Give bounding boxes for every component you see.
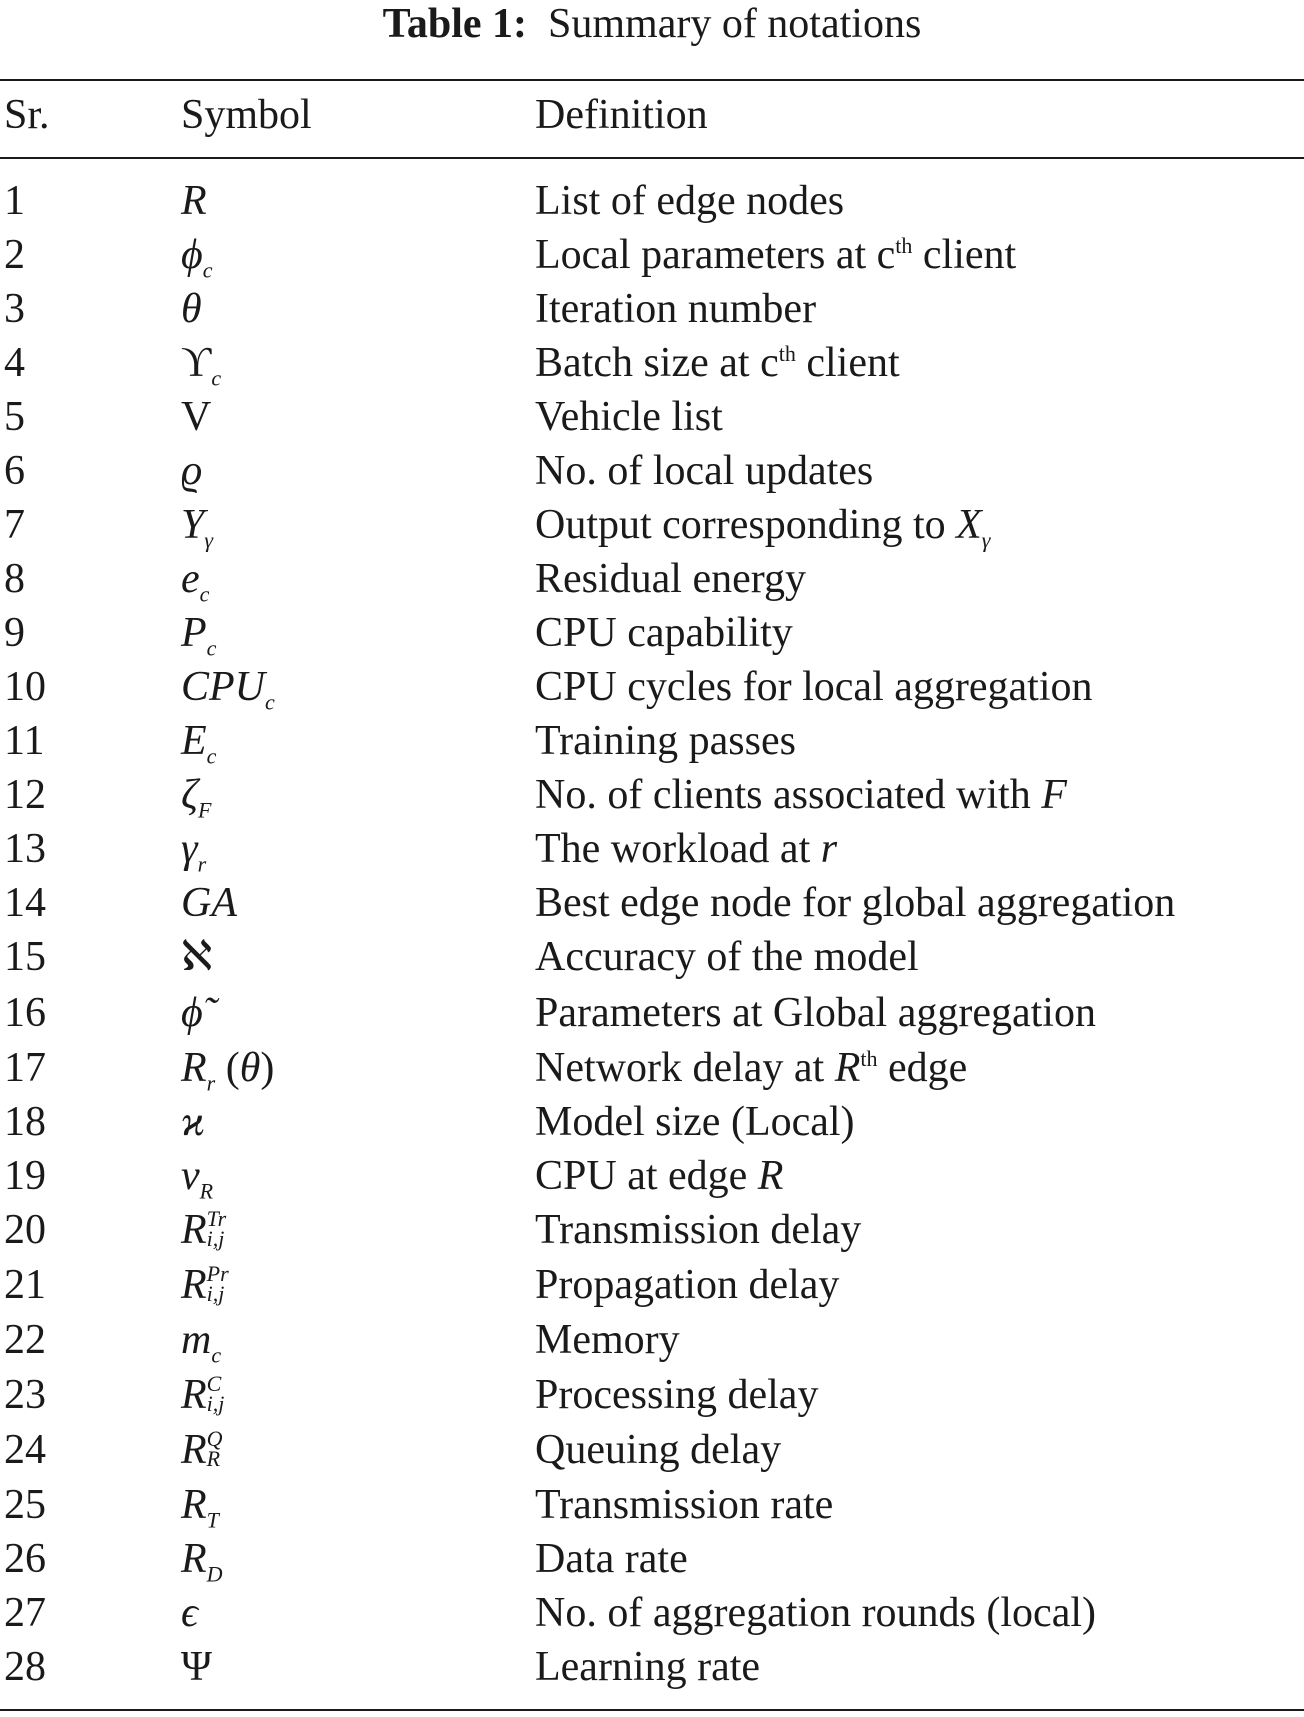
definition-cell: Accuracy of the model — [535, 934, 919, 980]
symbol-cell: ϵ — [181, 1590, 198, 1636]
definition-cell: CPU cycles for local aggregation — [535, 664, 1093, 710]
definition-cell: Residual energy — [535, 556, 806, 602]
sr-cell: 14 — [4, 880, 46, 926]
table-row — [0, 1258, 1304, 1312]
symbol-cell: R Pr i,j — [181, 1261, 229, 1308]
definition-cell: CPU at edge R — [535, 1153, 784, 1199]
definition-cell: Transmission rate — [535, 1482, 834, 1528]
symbol-cell: $\phi_c$ — [181, 232, 213, 283]
symbol-cell: $Y_\gamma$ — [181, 502, 214, 553]
sr-cell: 5 — [4, 394, 25, 440]
definition-cell: Network delay at $R^{th}$ edge — [535, 1045, 968, 1091]
definition-cell: List of edge nodes — [535, 178, 845, 224]
header-definition: Definition — [535, 92, 708, 138]
sr-cell: 2 — [4, 232, 25, 278]
top-rule — [0, 79, 1304, 81]
symbol-cell: $P_c$ — [181, 610, 217, 661]
sr-cell: 22 — [4, 1317, 46, 1363]
definition-cell: Processing delay — [535, 1372, 819, 1418]
bottom-rule — [0, 1709, 1304, 1711]
definition-cell: Queuing delay — [535, 1427, 782, 1473]
symbol-cell: $R_r$ (θ) — [181, 1045, 275, 1096]
definition-cell: Transmission delay — [535, 1207, 862, 1253]
sr-cell: 23 — [4, 1372, 46, 1418]
definition-cell: Training passes — [535, 718, 796, 764]
definition-cell: Best edge node for global aggregation — [535, 880, 1176, 926]
sr-cell: 16 — [4, 990, 46, 1036]
table-row — [0, 336, 1304, 390]
sr-cell: 1 — [4, 178, 25, 224]
table-row — [0, 1149, 1304, 1203]
header-sr: Sr. — [4, 92, 50, 138]
definition-cell: No. of local updates — [535, 448, 874, 494]
definition-cell: Propagation delay — [535, 1262, 840, 1308]
symbol-cell: ϰ — [181, 1099, 205, 1145]
sr-cell: 6 — [4, 448, 25, 494]
table-row — [0, 606, 1304, 660]
table-row — [0, 228, 1304, 282]
symbol-cell: V — [181, 394, 212, 440]
sr-cell: 20 — [4, 1207, 46, 1253]
symbol-cell: $m_c$ — [181, 1317, 222, 1368]
definition-cell: CPU capability — [535, 610, 793, 656]
table-row — [0, 552, 1304, 606]
definition-cell: Parameters at Global aggregation — [535, 990, 1096, 1036]
header-rule — [0, 157, 1304, 159]
table-caption — [0, 0, 1304, 58]
definition-cell: The workload at r — [535, 826, 838, 872]
definition-cell: No. of aggregation rounds (local) — [535, 1590, 1096, 1636]
table-row — [0, 876, 1304, 930]
sr-cell: 12 — [4, 772, 46, 818]
table-row — [0, 1586, 1304, 1640]
table-row — [0, 1095, 1304, 1149]
symbol-cell: R Tr i,j — [181, 1206, 227, 1253]
table-caption-label: Table 1: — [382, 1, 527, 47]
table-row — [0, 822, 1304, 876]
symbol-cell: $\nu_R$ — [181, 1153, 214, 1204]
sr-cell: 13 — [4, 826, 46, 872]
table-caption-text: Summary of notations — [548, 1, 922, 47]
definition-cell: Batch size at $c^{th}$ client — [535, 340, 900, 386]
table-row — [0, 986, 1304, 1040]
table-row — [0, 282, 1304, 336]
table-row — [0, 1313, 1304, 1367]
header-symbol: Symbol — [181, 92, 312, 138]
definition-cell: Model size (Local) — [535, 1099, 855, 1145]
table-row — [0, 498, 1304, 552]
symbol-cell: ϕ̃ — [181, 990, 203, 1036]
table-row — [0, 1478, 1304, 1532]
sr-cell: 10 — [4, 664, 46, 710]
table-row — [0, 390, 1304, 444]
table-row — [0, 1203, 1304, 1257]
symbol-cell: $R_T$ — [181, 1482, 219, 1533]
table-row — [0, 660, 1304, 714]
sr-cell: 27 — [4, 1590, 46, 1636]
table-row — [0, 1368, 1304, 1422]
symbol-cell: $e_c$ — [181, 556, 210, 607]
table-row — [0, 1041, 1304, 1095]
sr-cell: 4 — [4, 340, 25, 386]
symbol-cell: $ϒ_c$ — [181, 340, 222, 391]
sr-cell: 26 — [4, 1536, 46, 1582]
table-row — [0, 930, 1304, 984]
symbol-cell: GA — [181, 880, 237, 926]
sr-cell: 7 — [4, 502, 25, 548]
symbol-cell: $\zeta_F$ — [181, 772, 212, 823]
symbol-cell: R — [181, 178, 207, 224]
definition-cell: Local parameters at $c^{th}$ client — [535, 232, 1017, 278]
symbol-cell: ϱ — [181, 448, 203, 494]
definition-cell: Output corresponding to $X_\gamma$ — [535, 502, 991, 553]
sr-cell: 21 — [4, 1262, 46, 1308]
sr-cell: 9 — [4, 610, 25, 656]
sr-cell: 28 — [4, 1644, 46, 1690]
sr-cell: 8 — [4, 556, 25, 602]
symbol-cell: $E_c$ — [181, 718, 217, 769]
symbol-cell: $CPU_c$ — [181, 664, 275, 715]
definition-cell: Learning rate — [535, 1644, 761, 1690]
definition-cell: Iteration number — [535, 286, 817, 332]
symbol-cell: ℵ — [181, 934, 213, 980]
sr-cell: 19 — [4, 1153, 46, 1199]
symbol-cell: R C i,j — [181, 1371, 225, 1418]
definition-cell: Data rate — [535, 1536, 688, 1582]
table-row — [0, 444, 1304, 498]
definition-cell: Memory — [535, 1317, 680, 1363]
symbol-cell: R Q R — [181, 1426, 223, 1473]
table-row — [0, 1423, 1304, 1477]
symbol-cell: $R_D$ — [181, 1536, 223, 1587]
sr-cell: 3 — [4, 286, 25, 332]
table-row — [0, 174, 1304, 228]
symbol-cell: $\gamma_r$ — [181, 826, 207, 877]
sr-cell: 18 — [4, 1099, 46, 1145]
table-row — [0, 714, 1304, 768]
table-row — [0, 1532, 1304, 1586]
sr-cell: 24 — [4, 1427, 46, 1473]
definition-cell: Vehicle list — [535, 394, 723, 440]
symbol-cell: θ — [181, 286, 202, 332]
sr-cell: 17 — [4, 1045, 46, 1091]
table-row — [0, 768, 1304, 822]
symbol-cell: Ψ — [181, 1644, 212, 1690]
sr-cell: 11 — [4, 718, 45, 764]
sr-cell: 15 — [4, 934, 46, 980]
table-row — [0, 1640, 1304, 1694]
sr-cell: 25 — [4, 1482, 46, 1528]
definition-cell: No. of clients associated with F — [535, 772, 1067, 818]
